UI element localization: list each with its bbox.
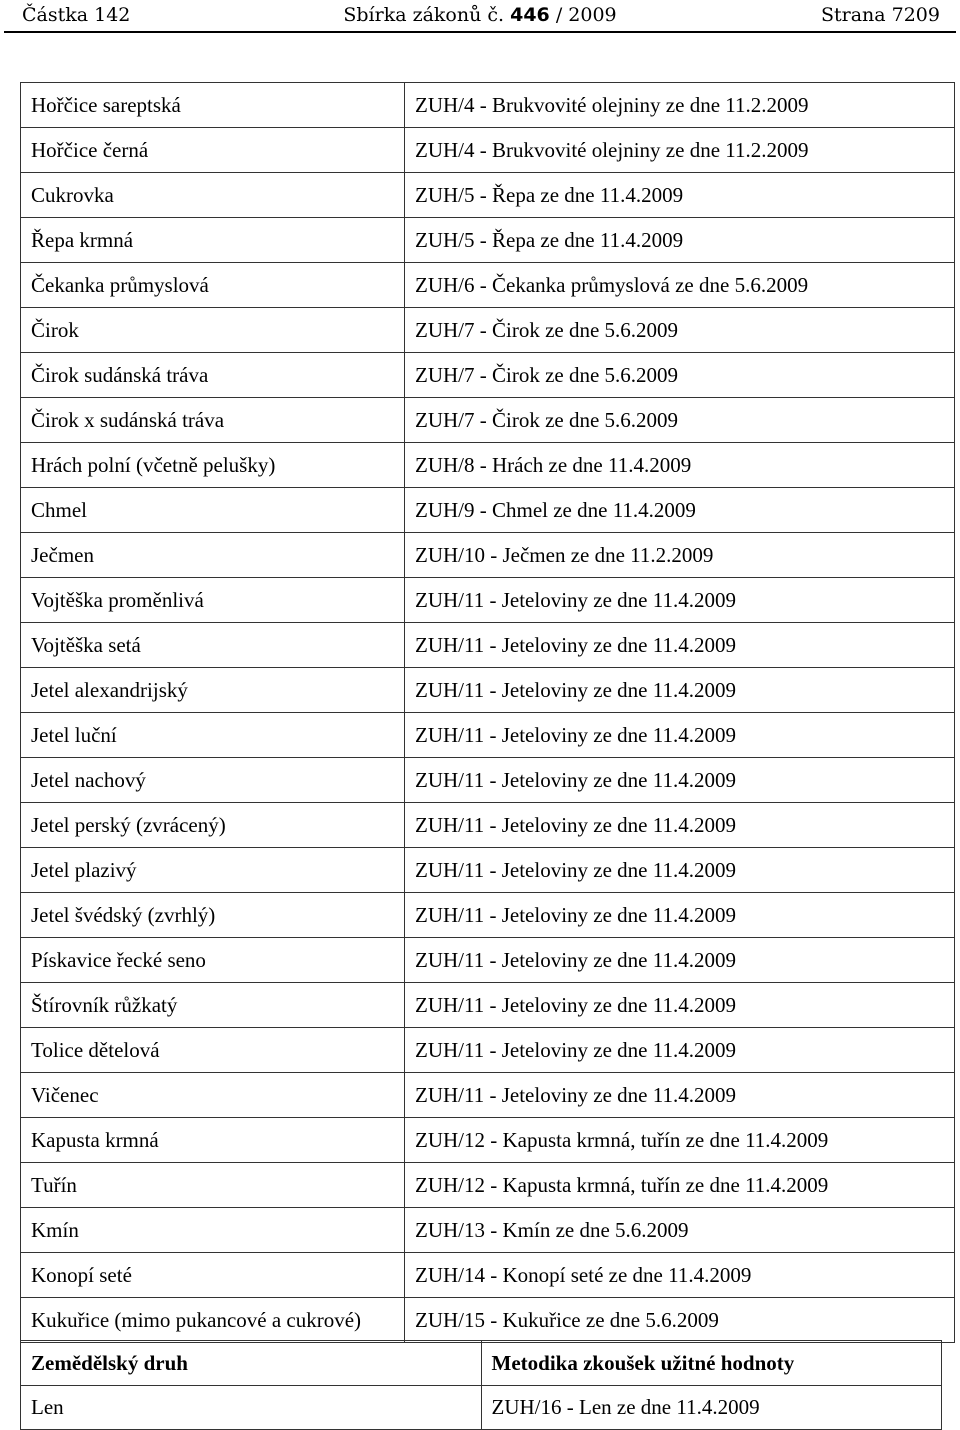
crop-cell: Chmel [21,488,405,533]
method-cell: ZUH/11 - Jeteloviny ze dne 11.4.2009 [405,1073,955,1118]
method-cell: ZUH/7 - Čirok ze dne 5.6.2009 [405,308,955,353]
crop-method-table [20,82,955,1343]
header-issue: Částka 142 [22,4,131,26]
table-row [21,1386,942,1430]
header-divider [4,31,956,33]
table-row [21,83,955,128]
crop-cell: Tuřín [21,1163,405,1208]
method-cell: ZUH/5 - Řepa ze dne 11.4.2009 [405,218,955,263]
crop-cell: Ječmen [21,533,405,578]
method-cell: ZUH/11 - Jeteloviny ze dne 11.4.2009 [405,668,955,713]
column-header-crop: Zemědělský druh [21,1341,482,1386]
crop-cell: Kukuřice (mimo pukancové a cukrové) [21,1298,405,1343]
table-row [21,578,955,623]
table-row [21,983,955,1028]
method-cell: ZUH/12 - Kapusta krmná, tuřín ze dne 11.4.2009 [405,1118,955,1163]
crop-cell: Jetel švédský (zvrhlý) [21,893,405,938]
table-row [21,218,955,263]
method-cell: ZUH/14 - Konopí seté ze dne 11.4.2009 [405,1253,955,1298]
method-cell: ZUH/11 - Jeteloviny ze dne 11.4.2009 [405,938,955,983]
table-row [21,1118,955,1163]
crop-cell: Len [21,1386,482,1430]
method-cell: ZUH/12 - Kapusta krmná, tuřín ze dne 11.4.2009 [405,1163,955,1208]
table-row [21,1028,955,1073]
crop-cell: Vičenec [21,1073,405,1118]
crop-cell: Čirok x sudánská tráva [21,398,405,443]
crop-cell: Cukrovka [21,173,405,218]
page-header [0,0,960,34]
crop-cell: Kapusta krmná [21,1118,405,1163]
crop-method-table-body [21,83,955,1343]
table-row [21,308,955,353]
table-row [21,263,955,308]
table-row [21,713,955,758]
method-cell: ZUH/4 - Brukvovité olejniny ze dne 11.2.2009 [405,83,955,128]
crop-cell: Pískavice řecké seno [21,938,405,983]
method-cell: ZUH/11 - Jeteloviny ze dne 11.4.2009 [405,983,955,1028]
method-cell: ZUH/11 - Jeteloviny ze dne 11.4.2009 [405,578,955,623]
crop-cell: Kmín [21,1208,405,1253]
table-row [21,1163,955,1208]
method-cell: ZUH/9 - Chmel ze dne 11.4.2009 [405,488,955,533]
header-collection [0,4,960,26]
table-row [21,398,955,443]
header-page-number: Strana 7209 [820,4,940,26]
crop-cell: Jetel nachový [21,758,405,803]
crop-cell: Vojtěška proměnlivá [21,578,405,623]
method-cell: ZUH/7 - Čirok ze dne 5.6.2009 [405,398,955,443]
table-row [21,1208,955,1253]
table-row [21,803,955,848]
crop-cell: Čirok [21,308,405,353]
table-row [21,938,955,983]
method-cell: ZUH/16 - Len ze dne 11.4.2009 [481,1386,942,1430]
table-row [21,128,955,173]
table-row [21,1073,955,1118]
method-cell: ZUH/13 - Kmín ze dne 5.6.2009 [405,1208,955,1253]
method-cell: ZUH/11 - Jeteloviny ze dne 11.4.2009 [405,893,955,938]
table-row [21,173,955,218]
method-cell: ZUH/11 - Jeteloviny ze dne 11.4.2009 [405,758,955,803]
method-cell: ZUH/7 - Čirok ze dne 5.6.2009 [405,353,955,398]
method-cell: ZUH/15 - Kukuřice ze dne 5.6.2009 [405,1298,955,1343]
method-cell: ZUH/10 - Ječmen ze dne 11.2.2009 [405,533,955,578]
table-row [21,488,955,533]
method-cell: ZUH/11 - Jeteloviny ze dne 11.4.2009 [405,1028,955,1073]
table-row [21,893,955,938]
table-header-row [21,1341,942,1386]
header-law-number: 446 [510,4,550,26]
column-header-method: Metodika zkoušek užitné hodnoty [481,1341,942,1386]
crop-cell: Vojtěška setá [21,623,405,668]
crop-cell: Jetel plazivý [21,848,405,893]
table-row [21,1253,955,1298]
method-cell: ZUH/4 - Brukvovité olejniny ze dne 11.2.2009 [405,128,955,173]
crop-cell: Jetel luční [21,713,405,758]
method-cell: ZUH/11 - Jeteloviny ze dne 11.4.2009 [405,713,955,758]
crop-cell: Jetel alexandrijský [21,668,405,713]
table-row [21,443,955,488]
crop-cell: Štírovník růžkatý [21,983,405,1028]
table-row [21,758,955,803]
method-cell: ZUH/5 - Řepa ze dne 11.4.2009 [405,173,955,218]
crop-cell: Hrách polní (včetně pelušky) [21,443,405,488]
method-cell: ZUH/6 - Čekanka průmyslová ze dne 5.6.2009 [405,263,955,308]
crop-cell: Jetel perský (zvrácený) [21,803,405,848]
table-row [21,533,955,578]
crop-method-table-continued-body [21,1386,942,1430]
crop-cell: Čirok sudánská tráva [21,353,405,398]
header-year: / 2009 [555,4,617,26]
crop-cell: Řepa krmná [21,218,405,263]
crop-cell: Hořčice černá [21,128,405,173]
table-row [21,848,955,893]
method-cell: ZUH/11 - Jeteloviny ze dne 11.4.2009 [405,623,955,668]
crop-cell: Čekanka průmyslová [21,263,405,308]
crop-method-table-continued [20,1340,942,1430]
table-row [21,668,955,713]
crop-cell: Tolice dětelová [21,1028,405,1073]
table-row [21,623,955,668]
table-row [21,353,955,398]
method-cell: ZUH/11 - Jeteloviny ze dne 11.4.2009 [405,803,955,848]
method-cell: ZUH/8 - Hrách ze dne 11.4.2009 [405,443,955,488]
crop-cell: Hořčice sareptská [21,83,405,128]
table-row [21,1298,955,1343]
crop-cell: Konopí seté [21,1253,405,1298]
method-cell: ZUH/11 - Jeteloviny ze dne 11.4.2009 [405,848,955,893]
header-collection-prefix: Sbírka zákonů č. [343,4,505,26]
